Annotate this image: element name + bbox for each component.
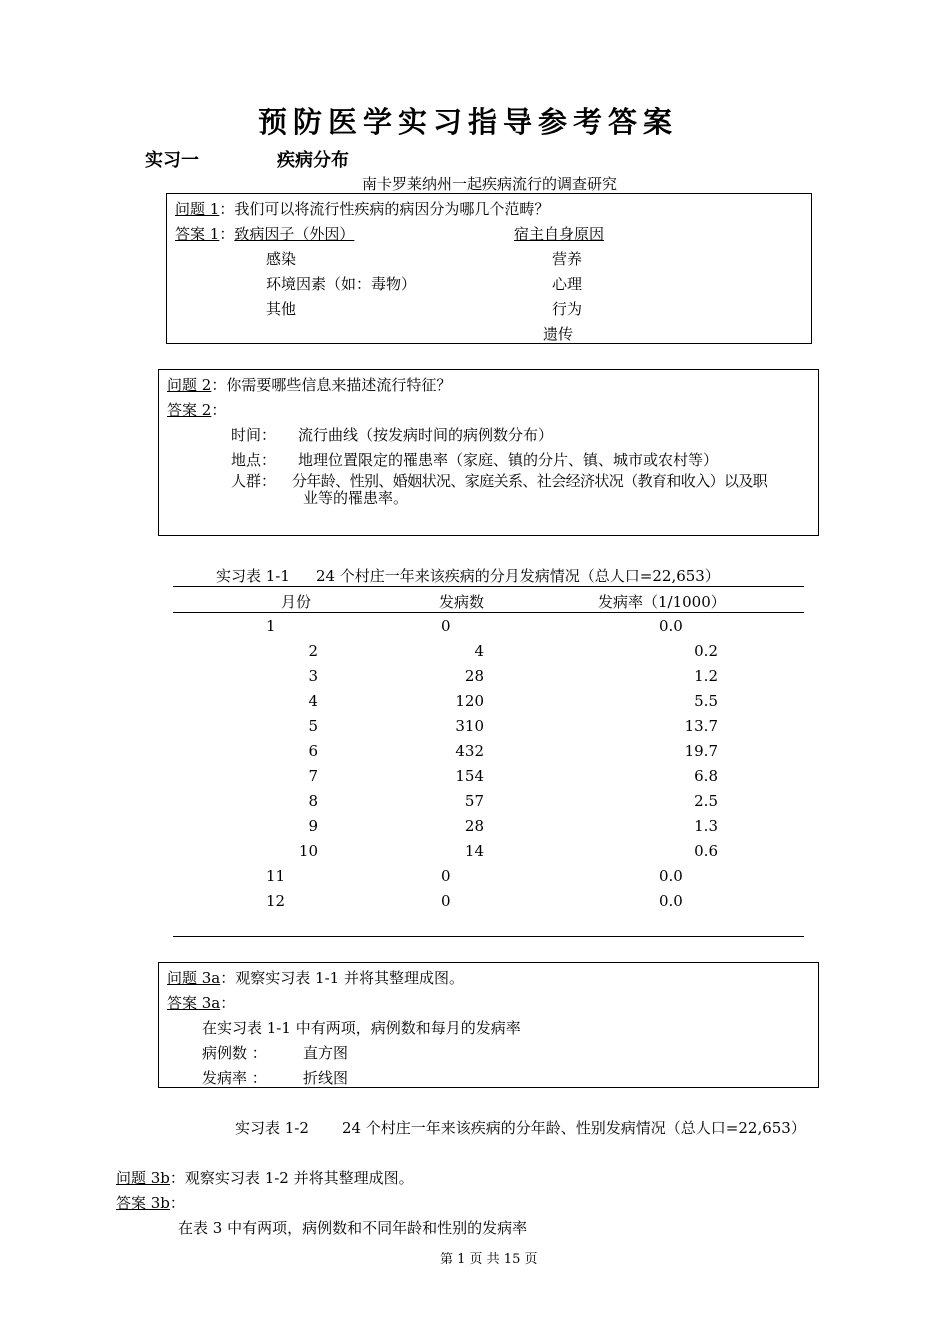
answer-1-col1-item: 环境因素（如：毒物）: [266, 275, 417, 293]
answer-2-key: 地点：: [231, 451, 277, 469]
table-1-cell-month: 2: [308, 642, 318, 660]
question-3a-label: 问题 3a: [167, 969, 221, 987]
answer-2-label: 答案 2：: [167, 401, 227, 419]
table-1-cell-month: 11: [266, 867, 286, 885]
table-1-cell-rate: 19.7: [684, 742, 718, 760]
table-1-cell-rate: 0.0: [659, 617, 683, 635]
question-3b-text: ：观察实习表 1-2 并将其整理成图。: [169, 1169, 414, 1187]
table-1-cell-month: 8: [308, 792, 318, 810]
table-1-cell-cases: 28: [464, 817, 484, 835]
table-1-cell-cases: 28: [464, 667, 484, 685]
table-1-cell-cases: 14: [464, 842, 484, 860]
answer-2-key: 时间：: [231, 426, 277, 444]
table-1-cell-cases: 0: [441, 892, 451, 910]
answer-2-key: 人群：: [231, 472, 277, 490]
table-1-cell-month: 6: [308, 742, 318, 760]
answer-3a-key: 发病率 ：: [202, 1069, 267, 1087]
answer-3a-line: 在实习表 1-1 中有两项，病例数和每月的发病率: [202, 1019, 521, 1037]
answer-2-value: 流行曲线（按发病时间的病例数分布）: [298, 426, 554, 444]
answer-1-col2-item: 遗传: [543, 325, 574, 343]
table-1-header-month: 月份: [281, 593, 312, 611]
table-1-cell-month: 3: [308, 667, 318, 685]
answer-1-col2-item: 营养: [552, 250, 583, 268]
question-3a: [167, 967, 464, 988]
answer-3b-line: 在表 3 中有两项，病例数和不同年龄和性别的发病率: [178, 1219, 528, 1237]
page-footer: 第 1 页 共 15 页: [440, 1252, 538, 1267]
table-1-cell-rate: 2.5: [694, 792, 718, 810]
answer-1-col2-item: 行为: [552, 300, 583, 318]
subtitle: 南卡罗莱纳州一起疾病流行的调查研究: [362, 175, 618, 193]
table-1-cell-cases: 4: [474, 642, 484, 660]
answer-3a-label: 答案 3a：: [167, 994, 236, 1012]
section-number: 实习一: [145, 150, 199, 171]
table-1-cell-rate: 1.3: [694, 817, 718, 835]
answer-1-col1-head: 致病因子（外因）: [234, 225, 355, 243]
table-1-cell-cases: 0: [441, 867, 451, 885]
table-1-cell-cases: 57: [464, 792, 484, 810]
answer-3a-key: 病例数 ：: [202, 1044, 267, 1062]
table-1-bottom-rule: [173, 936, 804, 937]
question-1-text: ：我们可以将流行性疾病的病因分为哪几个范畴？: [219, 200, 550, 218]
table-1-cell-rate: 0.2: [694, 642, 718, 660]
question-3a-text: ：观察实习表 1-1 并将其整理成图。: [220, 969, 464, 987]
question-2-label: 问题 2: [167, 376, 212, 394]
table-1-header-cases: 发病数: [439, 593, 485, 611]
question-2-text: ：你需要哪些信息来描述流行特征？: [211, 376, 452, 394]
answer-1-col2-head: 宿主自身原因: [514, 225, 605, 243]
table-1-top-rule: [173, 586, 804, 587]
question-3b-label: 问题 3b: [116, 1169, 170, 1187]
table-1-cell-month: 5: [308, 717, 318, 735]
table-1-cell-cases: 154: [455, 767, 484, 785]
question-1: [175, 198, 549, 219]
table-1-cell-rate: 0.0: [659, 867, 683, 885]
table-1-header-rate: 发病率（1/1000）: [598, 593, 726, 611]
table-1-cell-rate: 0.0: [659, 892, 683, 910]
table-1-cell-month: 1: [266, 617, 276, 635]
table-1-cell-rate: 5.5: [694, 692, 718, 710]
answer-2-value: 分年龄、性别、婚姻状况、家庭关系、社会经济状况（教育和收入）以及职: [292, 472, 768, 490]
table-1-cell-rate: 1.2: [694, 667, 718, 685]
table-2-caption: 实习表 1-2 24 个村庄一年来该疾病的分年龄、性别发病情况（总人口=22,653）: [235, 1119, 806, 1137]
table-1-cell-rate: 6.8: [694, 767, 718, 785]
answer-3a-value: 直方图: [303, 1044, 349, 1062]
table-1-caption: 实习表 1-1 24 个村庄一年来该疾病的分月发病情况（总人口=22,653）: [216, 567, 720, 585]
answer-2-value-cont: 业等的罹患率。: [303, 489, 409, 507]
table-1-cell-rate: 0.6: [694, 842, 718, 860]
table-1-cell-cases: 432: [455, 742, 484, 760]
question-3b: [116, 1167, 414, 1188]
table-1-cell-month: 9: [308, 817, 318, 835]
answer-1-col2-item: 心理: [552, 275, 583, 293]
table-1-header-rule: [173, 612, 804, 613]
table-1-cell-cases: 310: [455, 717, 484, 735]
answer-1-col1-item: 感染: [266, 250, 297, 268]
question-2: [167, 374, 451, 395]
answer-1-col1-item: 其他: [266, 300, 297, 318]
table-1-cell-cases: 120: [455, 692, 484, 710]
answer-3b-label: 答案 3b：: [116, 1194, 185, 1212]
page-title: 预防医学实习指导参考答案: [258, 105, 679, 139]
question-1-label: 问题 1: [175, 200, 220, 218]
answer-1-label: 答案 1：致病因子（外因）: [175, 225, 355, 243]
table-1-cell-cases: 0: [441, 617, 451, 635]
table-1-cell-month: 4: [308, 692, 318, 710]
table-1-cell-rate: 13.7: [684, 717, 718, 735]
table-1-cell-month: 12: [266, 892, 286, 910]
table-1-cell-month: 10: [298, 842, 318, 860]
answer-3a-value: 折线图: [303, 1069, 349, 1087]
section-name: 疾病分布: [277, 150, 349, 171]
answer-2-value: 地理位置限定的罹患率（家庭、镇的分片、镇、城市或农村等）: [298, 451, 719, 469]
table-1-cell-month: 7: [308, 767, 318, 785]
